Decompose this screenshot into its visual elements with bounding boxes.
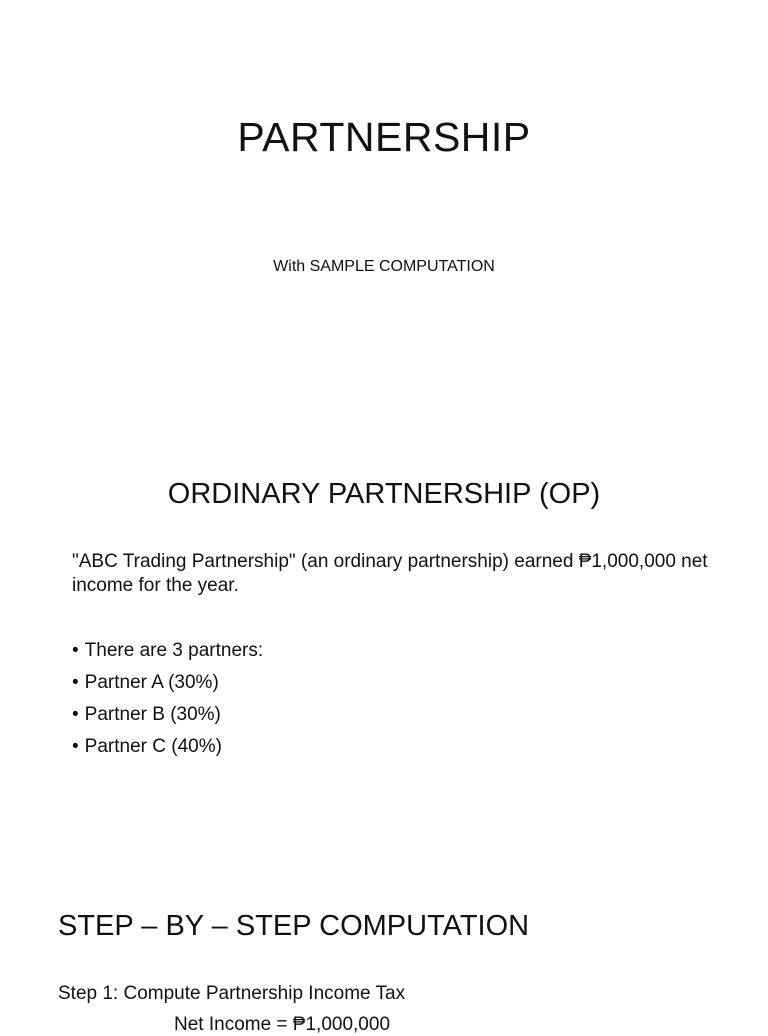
intro-paragraph: "ABC Trading Partnership" (an ordinary partnership) earned ₱1,000,000 net income for the year.: [72, 551, 708, 596]
list-item: • There are 3 partners:: [72, 639, 263, 671]
step-1-label: Step 1: Compute Partnership Income Tax: [58, 983, 406, 1004]
ordinary-partnership-slide: [0, 440, 768, 840]
section-heading: ORDINARY PARTNERSHIP (OP): [167, 478, 601, 510]
net-income-line: Net Income = ₱1,000,000: [174, 1014, 391, 1035]
title-slide: [0, 0, 768, 420]
list-item: • Partner A (30%): [72, 671, 263, 703]
slide-title: PARTNERSHIP: [237, 114, 531, 160]
computation-slide: [0, 880, 768, 1035]
list-item: • Partner B (30%): [72, 703, 263, 735]
list-item: • Partner C (40%): [72, 735, 263, 767]
step-heading: STEP – BY – STEP COMPUTATION: [58, 910, 530, 942]
slide-subtitle: With SAMPLE COMPUTATION: [273, 258, 495, 275]
partner-list: [72, 639, 263, 767]
